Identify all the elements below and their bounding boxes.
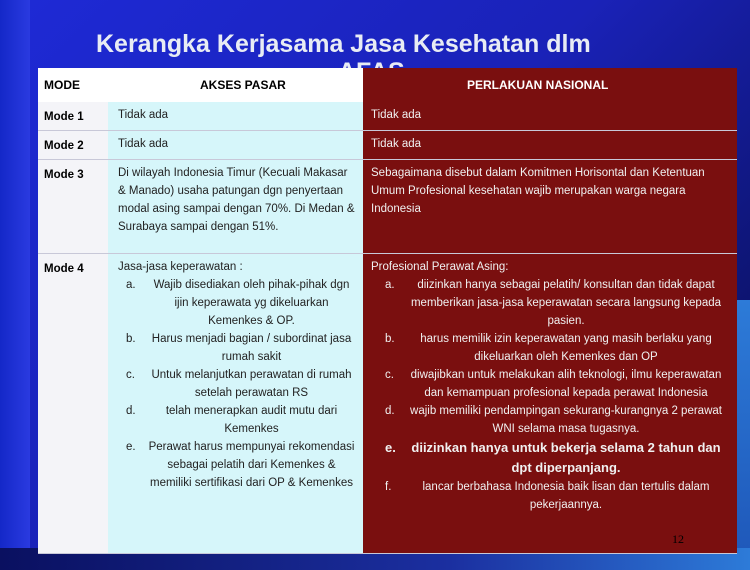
list-item: e. Perawat harus mempunyai rekomendasi sebagai pelatih dari Kemenkes & memiliki sertifikasi dari OP & Kemenkes: [126, 441, 355, 489]
cell-perlakuan: Sebagaimana disebut dalam Komitmen Horisontal dan Ketentuan Umum Profesional kesehatan wajib merupakan warga negara Indonesia: [363, 160, 737, 254]
header-mode: MODE: [38, 68, 108, 102]
perlakuan-list: [371, 276, 731, 514]
cell-perlakuan: [363, 254, 737, 554]
table-header-row: [38, 68, 737, 102]
list-item: a. Wajib disediakan oleh pihak-pihak dgn ijin keperawata yg dikeluarkan Kemenkes & OP.: [126, 279, 350, 327]
cell-akses: Tidak ada: [108, 102, 363, 131]
list-item: b. Harus menjadi bagian / subordinat jasa rumah sakit: [126, 333, 352, 363]
header-akses-pasar: AKSES PASAR: [108, 68, 363, 102]
cell-perlakuan: Tidak ada: [363, 131, 737, 160]
list-item: c. diwajibkan untuk melakukan alih teknologi, ilmu keperawatan dan kemampuan profesional kepada perawat Indonesia: [385, 369, 722, 399]
list-item: d. wajib memiliki pendampingan sekurang-kurangnya 2 perawat WNI selama masa tugasnya.: [385, 405, 722, 435]
list-item: f. lancar berbahasa Indonesia baik lisan dan tertulis dalam pekerjaannya.: [385, 481, 710, 511]
table-row: [38, 254, 737, 554]
cell-mode: Mode 2: [38, 131, 108, 160]
list-item: b. harus memilik izin keperawatan yang masih berlaku yang dikeluarkan oleh Kemenkes dan OP: [385, 333, 712, 363]
header-perlakuan-nasional: PERLAKUAN NASIONAL: [363, 68, 737, 102]
table-row: [38, 102, 737, 131]
left-decor-band: [0, 0, 30, 570]
akses-intro: Jasa-jasa keperawatan :: [118, 261, 243, 273]
cell-mode: Mode 1: [38, 102, 108, 131]
cell-mode: Mode 3: [38, 160, 108, 254]
list-item-highlight: e. diizinkan hanya untuk bekerja selama 2 tahun dan dpt diperpanjang.: [385, 440, 721, 475]
list-item: a. diizinkan hanya sebagai pelatih/ konsultan dan tidak dapat memberikan jasa-jasa keperawatan secara langsung kepada pasien.: [385, 279, 722, 327]
table-row: [38, 160, 737, 254]
cell-akses: Tidak ada: [108, 131, 363, 160]
akses-list: [118, 276, 357, 492]
cell-mode: Mode 4: [38, 254, 108, 554]
list-item: c. Untuk melanjutkan perawatan di rumah setelah perawatan RS: [126, 369, 352, 399]
perlakuan-intro: Profesional Perawat Asing:: [371, 261, 509, 273]
cell-akses: [108, 254, 363, 554]
list-item: d. telah menerapkan audit mutu dari Kemenkes: [126, 405, 338, 435]
commitment-table: [38, 68, 737, 554]
cell-perlakuan: Tidak ada: [363, 102, 737, 131]
table-row: [38, 131, 737, 160]
slide-title-line1: Kerangka Kerjasama Jasa Kesehatan dlm: [96, 30, 591, 58]
cell-akses: Di wilayah Indonesia Timur (Kecuali Makasar & Manado) usaha patungan dgn penyertaan modal asing sampai dengan 70%. Di Medan & Surabaya sampai dengan 51%.: [108, 160, 363, 254]
page-number: 12: [672, 532, 684, 546]
